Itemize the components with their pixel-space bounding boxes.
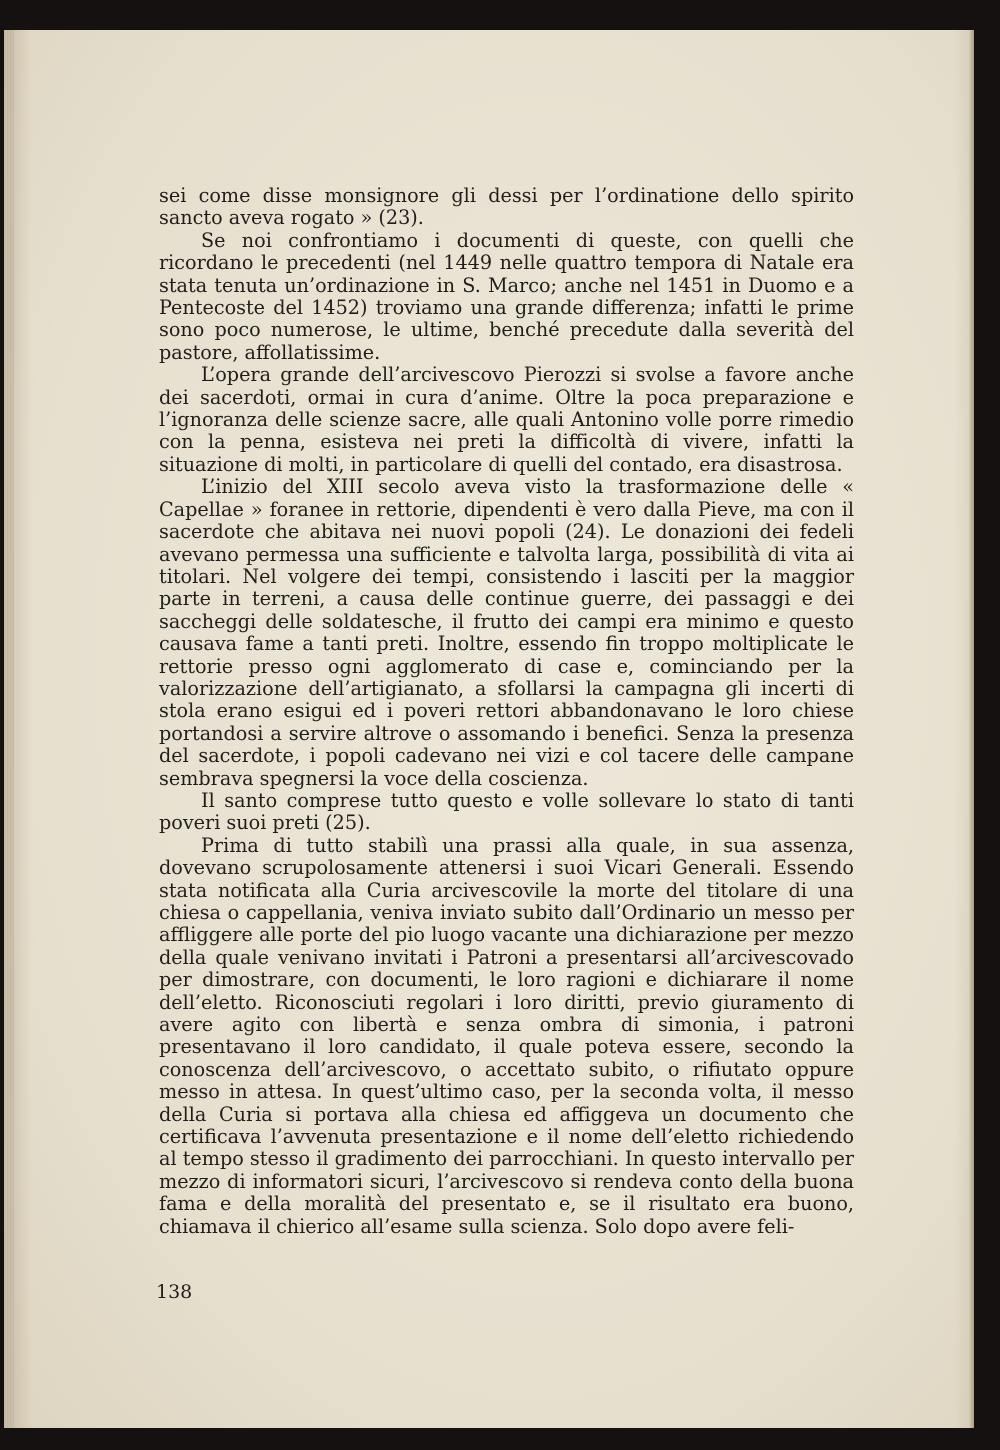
page-number: 138 <box>156 1281 193 1303</box>
paragraph: sei come disse monsignore gli dessi per l’ordinatione dello spirito sancto aveva rogato » (23). <box>159 184 854 230</box>
page-edge <box>969 30 974 1428</box>
paragraph: Se noi confrontiamo i documenti di queste, con quelli che ricordano le precedenti (nel 1449 nelle quattro tempora di Natale era stata tenuta un’ordinazione in S. Marco; anche nel 1451 in Duomo e a Pentecoste del 1452) troviamo una grande differenza; infatti le prime sono poco numerose, le ultime, benché precedute dalla severità del pastore, affollatissime. <box>159 228 854 364</box>
paragraph: L’opera grande dell’arcivescovo Pierozzi si svolse a favore anche dei sacerdoti, ormai in cura d’anime. Oltre la poca preparazione e l’ignoranza delle scienze sacre, alle quali Antonino volle porre rimedio con la penna, esisteva nei preti la difficoltà di vivere, infatti la situazione di molti, in particolare di quelli del contado, era disastrosa. <box>159 363 854 476</box>
book-gutter <box>4 30 14 1428</box>
paragraph: Il santo comprese tutto questo e volle sollevare lo stato di tanti poveri suoi preti (25). <box>159 788 854 835</box>
paragraph: L’inizio del XIII secolo aveva visto la trasformazione delle « Capellae » foranee in rettorie, dipendenti è vero dalla Pieve, ma con il sacerdote che abitava nei nuovi popoli (24). Le donazioni dei fedeli avevano permessa una sufficiente e talvolta larga, possibilità di vita ai titolari. Nel volgere dei tempi, consistendo i lasciti per la maggior parte in terreni, a causa delle continue guerre, dei passaggi e dei saccheggi delle soldatesche, il frutto dei campi era minimo e questo causava fame a tanti preti. Inoltre, essendo fin troppo moltiplicate le rettorie presso ogni agglomerato di case e, cominciando per la valorizzazione dell’artigianato, a sfollarsi la campagna gli incerti di stola erano esigui ed i poveri rettori abbandonavano le loro chiese portandosi a servire altrove o assomando i benefici. Senza la presenza del sacerdote, i popoli cadevano nei vizi e col tacere delle campane sembrava spegnersi la voce della coscienza. <box>159 475 854 790</box>
body-text <box>159 185 854 1238</box>
paragraph: Prima di tutto stabilì una prassi alla quale, in sua assenza, dovevano scrupolosamente attenersi i suoi Vicari Generali. Essendo stata notificata alla Curia arcivescovile la morte del titolare di una chiesa o cappellania, veniva inviato subito dall’Ordinario un messo per affliggere alle porte del pio luogo vacante una dichiarazione per mezzo della quale venivano invitati i Patroni a presentarsi all’arcivescovado per dimostrare, con documenti, le loro ragioni e dichiarare il nome dell’eletto. Riconosciuti regolari i loro diritti, previo giuramento di avere agito con libertà e senza ombra di simonia, i patroni presentavano il loro candidato, il quale poteva essere, secondo la conoscenza dell’arcivescovo, o accettato subito, o rifiutato oppure messo in attesa. In quest’ultimo caso, per la seconda volta, il messo della Curia si portava alla chiesa ed affiggeva un documento che certificava l’avvenuta presentazione e il nome dell’eletto richiedendo al tempo stesso il gradimento dei parrocchiani. In questo intervallo per mezzo di informatori sicuri, l’arcivescovo si rendeva conto della buona fama e della moralità del presentato e, se il risultato era buono, chiamava il chierico all’esame sulla scienza. Solo dopo avere feli- <box>159 833 854 1238</box>
